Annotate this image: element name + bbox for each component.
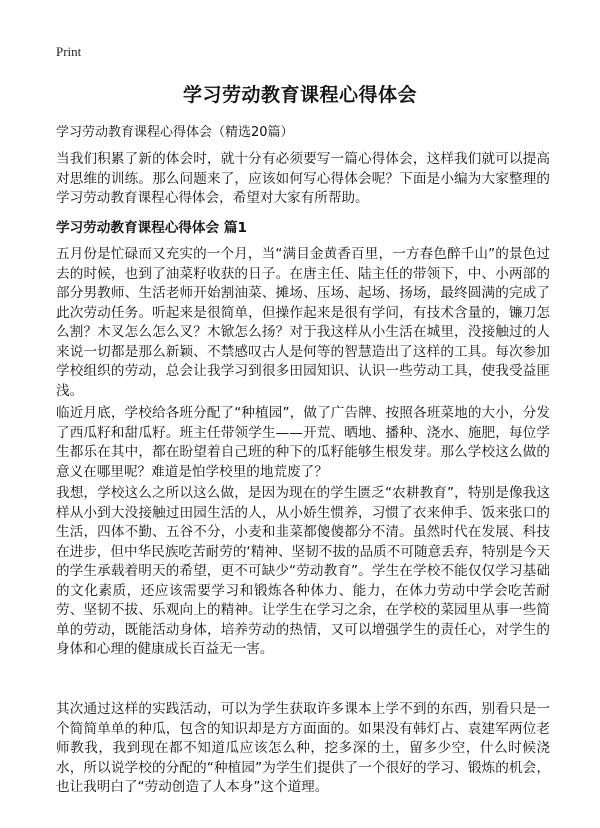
document-subtitle: 学习劳动教育课程心得体会（精选20篇） [56,125,294,140]
body-paragraph: 五月份是忙碌而又充实的一个月，当“满目金黄香百里，一方春色醉千山”的景色过去的时候，也到了油菜籽收获的日子。在唐主任、陆主任的带领下，中、小两部的部分男教师、生活老师开始割油菜、摊场、压场、起场、扬场，最终圆满的完成了此次劳动任务。听起来是很简单，但操作起来是很有学问，有技术含量的，镰刀怎么割？木叉怎么怎么叉？木锨怎么扬？对于我这样从小生活在城里，没接触过的人来说一切都是那么新颖、不禁感叹古人是何等的智慧造出了这样的工具。每次参加学校组织的劳动，总会让我学习到很多田园知识、认识一些劳动工具，使我受益匪浅。 [56,246,550,399]
body-paragraph: 其次通过这样的实践活动，可以为学生获取许多课本上学不到的东西，别看只是一个简简单单的种瓜，包含的知识却是方方面面的。如果没有韩灯占、袁建军两位老师教我，我到现在都不知道瓜应该怎么种，挖多深的土，留多少空，什么时候浇水，所以说学校的分配的“种植园”为学生们提供了一个很好的学习、锻炼的机会，也让我明白了“劳动创造了人本身”这个道理。 [56,701,550,795]
body-paragraph: 临近月底，学校给各班分配了“种植园”，做了广告牌、按照各班菜地的大小，分发了西瓜籽和甜瓜籽。班主任带领学生——开荒、晒地、播种、浇水、施肥，每位学生都乐在其中，都在盼望着自己班的种下的瓜籽能够生根发芽。那么学校这么做的意义在哪里呢？难道是怕学校里的地荒废了？ [56,405,550,480]
section-heading: 学习劳动教育课程心得体会 篇1 [56,220,247,236]
body-paragraph: 我想，学校这么之所以这么做，是因为现在的学生匮乏“农耕教育”，特别是像我这样从小到大没接触过田园生活的人，从小娇生惯养，习惯了衣来伸手、饭来张口的生活，四体不勤、五谷不分，小麦和韭菜都傻傻都分不清。虽然时代在发展、科技在进步，但中华民族吃苦耐劳的‘精神、坚韧不拔的品质不可随意丢弃，特别是今天的学生承载着明天的希望，更不可缺少“劳动教育”。学生在学校不能仅仅学习基础的文化素质，还应该需要学习和锻炼各种体力、能力，在体力劳动中学会吃苦耐劳、坚韧不拔、乐观向上的精神。让学生在学习之余，在学校的菜园里从事一些简单的劳动，既能活动身体，培养劳动的热情，又可以增强学生的责任心，对学生的身体和心理的健康成长百益无一害。 [56,485,550,657]
intro-paragraph: 当我们积累了新的体会时，就十分有必须要写一篇心得体会，这样我们就可以提高对思维的训练。那么问题来了，应该如何写心得体会呢？下面是小编为大家整理的学习劳动教育课程心得体会，希望对大家有所帮助。 [56,151,550,206]
print-label[interactable]: Print [56,44,82,59]
page-title: 学习劳动教育课程心得体会 [182,84,417,106]
